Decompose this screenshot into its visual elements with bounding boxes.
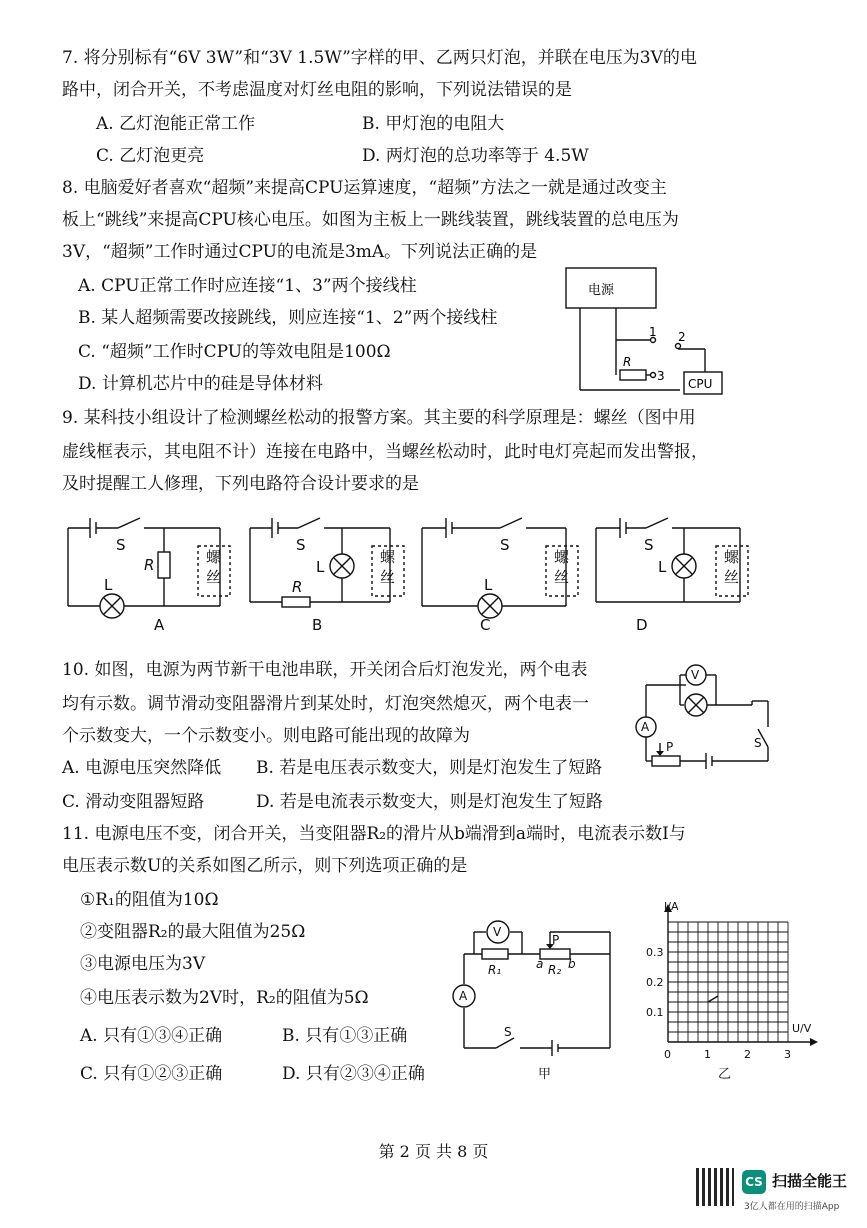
q10-option-a: A. 电源电压突然降低 bbox=[62, 758, 222, 778]
q9-label-d: D bbox=[636, 616, 648, 634]
qr-code-icon bbox=[696, 1168, 734, 1206]
q11-graph-grid bbox=[668, 922, 788, 1042]
q10-option-d: D. 若是电流表示数变大，则是灯泡发生了短路 bbox=[256, 792, 603, 812]
q11-graph-xtick-3: 3 bbox=[784, 1048, 791, 1061]
q8-terminal-2: 2 bbox=[678, 330, 686, 344]
q11-yi-caption: 乙 bbox=[718, 1067, 732, 1082]
scanner-brand: 扫描全能王 bbox=[772, 1172, 848, 1190]
q11-statement-2: ②变阻器R₂的最大阻值为25Ω bbox=[80, 922, 306, 942]
q11-stem-line2: 电压表示数U的关系如图乙所示，则下列选项正确的是 bbox=[62, 856, 468, 876]
q8-jumper-diagram bbox=[560, 262, 760, 397]
q7-stem-line2: 路中，闭合开关，不考虑温度对灯丝电阻的影响，下列说法错误的是 bbox=[62, 80, 572, 100]
q9-a-resistor-label: R bbox=[144, 556, 155, 574]
q11-graph-xtick-2: 2 bbox=[744, 1048, 751, 1061]
q9-c-screw-1: 螺 bbox=[554, 548, 570, 566]
q9-c-switch-label: S bbox=[500, 536, 510, 554]
scanner-logo: CS bbox=[742, 1170, 766, 1194]
q9-label-a: A bbox=[154, 616, 165, 634]
q11-option-d: D. 只有②③④正确 bbox=[282, 1064, 425, 1084]
q11-graph-yi bbox=[640, 902, 830, 1082]
q11-option-a: A. 只有①③④正确 bbox=[80, 1026, 223, 1046]
q11-graph-ylabel: I/A bbox=[664, 900, 679, 913]
q9-b-resistor-label: R bbox=[292, 578, 303, 596]
q8-cpu-label: CPU bbox=[688, 377, 713, 391]
q10-option-b: B. 若是电压表示数变大，则是灯泡发生了短路 bbox=[256, 758, 603, 778]
q10-voltmeter-label: V bbox=[691, 668, 700, 682]
q11-option-b: B. 只有①③正确 bbox=[282, 1026, 408, 1046]
q9-circuit-diagrams bbox=[60, 510, 780, 640]
q11-switch-label: S bbox=[504, 1025, 512, 1039]
q11-jia-caption: 甲 bbox=[538, 1067, 552, 1082]
q9-c-lamp-label: L bbox=[484, 576, 493, 594]
q7-option-a: A. 乙灯泡能正常工作 bbox=[96, 114, 256, 134]
q8-terminal-1: 1 bbox=[649, 325, 657, 339]
q11-ammeter-label: A bbox=[459, 989, 468, 1003]
q7-option-d: D. 两灯泡的总功率等于 4.5W bbox=[362, 146, 589, 166]
q11-circuit-jia bbox=[452, 918, 622, 1082]
q8-option-b: B. 某人超频需要改接跳线，则应连接“1、2”两个接线柱 bbox=[78, 308, 498, 328]
q7-option-b: B. 甲灯泡的电阻大 bbox=[362, 114, 505, 134]
q9-a-lamp-label: L bbox=[104, 576, 113, 594]
q11-r1-label: R₁ bbox=[488, 963, 502, 977]
q9-d-screw-1: 螺 bbox=[724, 548, 740, 566]
q9-stem-line3: 及时提醒工人修理，下列电路符合设计要求的是 bbox=[62, 474, 419, 494]
q9-label-b: B bbox=[312, 616, 323, 634]
q10-slider-label: P bbox=[666, 740, 674, 754]
q9-stem-line1: 9. 某科技小组设计了检测螺丝松动的报警方案。其主要的科学原理是：螺丝（图中用 bbox=[62, 408, 696, 428]
q11-statement-3: ③电源电压为3V bbox=[80, 954, 206, 974]
q11-stem-line1: 11. 电源电压不变，闭合开关，当变阻器R₂的滑片从b端滑到a端时，电流表示数I与 bbox=[62, 824, 686, 844]
page-footer: 第 2 页 共 8 页 bbox=[378, 1142, 489, 1161]
q9-d-screw-2: 丝 bbox=[724, 568, 740, 586]
q9-a-switch-label: S bbox=[116, 536, 126, 554]
q10-circuit-diagram bbox=[630, 655, 790, 780]
q8-stem-line3: 3V，“超频”工作时通过CPU的电流是3mA。下列说法正确的是 bbox=[62, 242, 538, 262]
q7-option-c: C. 乙灯泡更亮 bbox=[96, 146, 205, 166]
q9-a-screw-1: 螺 bbox=[206, 548, 222, 566]
q11-statement-4: ④电压表示数为2V时，R₂的阻值为5Ω bbox=[80, 988, 369, 1008]
q9-d-lamp-label: L bbox=[658, 558, 667, 576]
q11-slider-label: P bbox=[552, 933, 560, 947]
q11-option-c: C. 只有①②③正确 bbox=[80, 1064, 223, 1084]
q8-option-c: C. “超频”工作时CPU的等效电阻是100Ω bbox=[78, 342, 391, 362]
q7-stem-line1: 7. 将分别标有“6V 3W”和“3V 1.5W”字样的甲、乙两只灯泡，并联在电压为3V的电 bbox=[62, 48, 697, 68]
q9-d-switch-label: S bbox=[644, 536, 654, 554]
q11-graph-ytick-1: 0.1 bbox=[646, 1006, 664, 1019]
q9-a-screw-2: 丝 bbox=[206, 568, 222, 586]
q9-b-screw-1: 螺 bbox=[380, 548, 396, 566]
q11-graph-ytick-3: 0.3 bbox=[646, 946, 664, 959]
q9-b-lamp-label: L bbox=[316, 558, 325, 576]
q8-resistor-label: R bbox=[623, 355, 632, 369]
q11-r2-label: R₂ bbox=[548, 963, 562, 977]
q10-ammeter-label: A bbox=[641, 720, 650, 734]
q9-label-c: C bbox=[480, 616, 491, 634]
q11-graph-xtick-0: 0 bbox=[664, 1048, 671, 1061]
q9-b-screw-2: 丝 bbox=[380, 568, 396, 586]
q11-statement-1: ①R₁的阻值为10Ω bbox=[80, 890, 219, 910]
q11-graph-xtick-1: 1 bbox=[704, 1048, 711, 1061]
q10-stem-line2: 均有示数。调节滑动变阻器滑片到某处时，灯泡突然熄灭，两个电表一 bbox=[62, 694, 589, 714]
q10-option-c: C. 滑动变阻器短路 bbox=[62, 792, 205, 812]
q11-graph-mark bbox=[708, 996, 718, 1002]
q8-stem-line1: 8. 电脑爱好者喜欢“超频”来提高CPU运算速度，“超频”方法之一就是通过改变主 bbox=[62, 178, 667, 198]
q8-option-a: A. CPU正常工作时应连接“1、3”两个接线柱 bbox=[78, 276, 417, 296]
q8-stem-line2: 板上“跳线”来提高CPU核心电压。如图为主板上一跳线装置，跳线装置的总电压为 bbox=[62, 210, 679, 230]
scanner-tagline: 3亿人都在用的扫描App bbox=[744, 1202, 840, 1212]
q11-graph-xlabel: U/V bbox=[792, 1022, 812, 1035]
q8-terminal-3: 3 bbox=[657, 369, 665, 383]
q11-graph-ytick-2: 0.2 bbox=[646, 976, 664, 989]
q11-voltmeter-label: V bbox=[493, 925, 502, 939]
q10-stem-line3: 个示数变大，一个示数变小。则电路可能出现的故障为 bbox=[62, 726, 470, 746]
q9-b-switch-label: S bbox=[296, 536, 306, 554]
q8-option-d: D. 计算机芯片中的硅是导体材料 bbox=[78, 374, 323, 394]
q9-c-screw-2: 丝 bbox=[554, 568, 570, 586]
q11-end-b: b bbox=[568, 957, 576, 971]
q11-end-a: a bbox=[536, 957, 544, 971]
q10-stem-line1: 10. 如图，电源为两节新干电池串联，开关闭合后灯泡发光，两个电表 bbox=[62, 660, 588, 680]
q8-power-label: 电源 bbox=[588, 283, 615, 298]
q9-stem-line2: 虚线框表示，其电阻不计）连接在电路中，当螺丝松动时，此时电灯亮起而发出警报， bbox=[62, 442, 708, 462]
q10-switch-label: S bbox=[754, 736, 762, 750]
